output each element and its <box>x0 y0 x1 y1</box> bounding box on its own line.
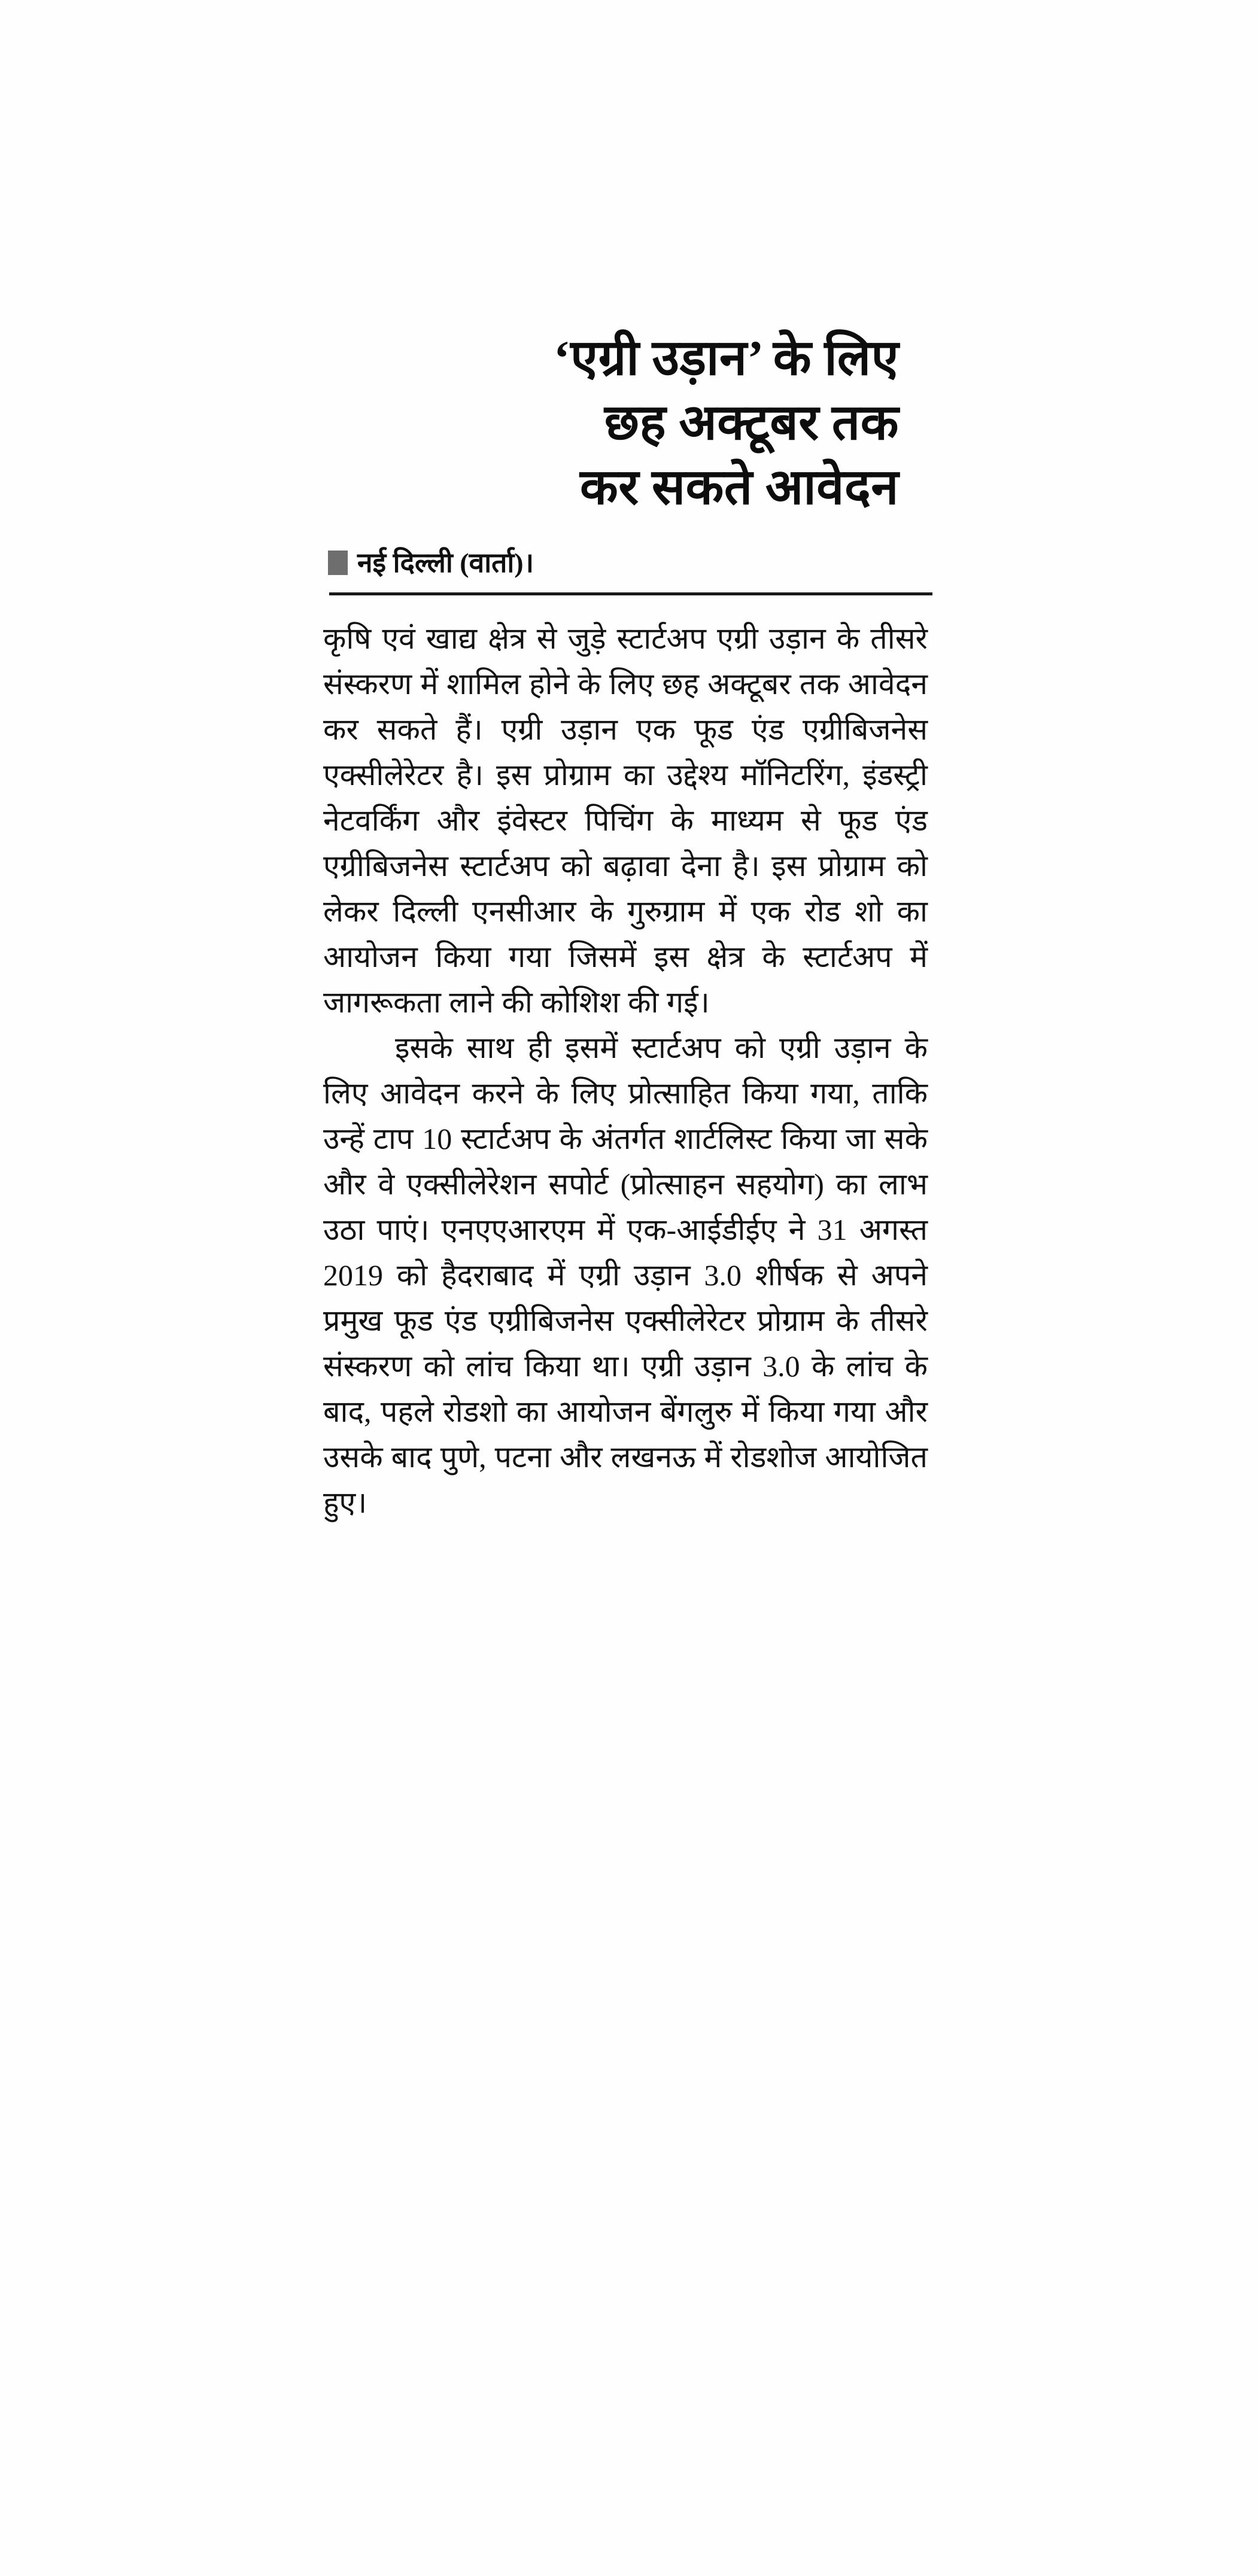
byline <box>328 546 928 579</box>
article-body <box>323 616 928 1571</box>
byline-block <box>323 546 928 595</box>
byline-label: नई दिल्ली (वार्ता)। <box>357 547 534 578</box>
page-title <box>323 326 928 520</box>
square-bullet-icon <box>328 551 348 575</box>
byline-divider <box>329 592 932 595</box>
article-column <box>323 326 928 1571</box>
article-paragraph: कृषि एवं खाद्य क्षेत्र से जुड़े स्टार्टअप एग्री उड़ान के तीसरे संस्करण में शामिल होने के लिए छह अक्टूबर तक आवेदन कर सकते हैं। एग्री उड़ान एक फूड एंड एग्रीबिजनेस एक्सीलेरेटर है। इस प्रोग्राम का उद्देश्य मॉनिटरिंग, इंडस्ट्री नेटवर्किंग और इंवेस्टर पिचिंग के माध्यम से फूड एंड एग्रीबिजनेस स्टार्टअप को बढ़ावा देना है। इस प्रोग्राम को लेकर दिल्ली एनसीआर के गुरुग्राम में एक रोड शो का आयोजन किया गया जिसमें इस क्षेत्र के स्टार्टअप में जागरूकता लाने की कोशिश की गई। <box>323 621 928 1019</box>
headline-line-1: ‘एग्री उड़ान’ के लिए <box>554 330 899 385</box>
headline-line-2: छह अक्टूबर तक <box>604 394 899 450</box>
article-paragraph: इसके साथ ही इसमें स्टार्टअप को एग्री उड़ान के लिए आवेदन करने के लिए प्रोत्साहित किया गया, ताकि उन्हें टाप 10 स्टार्टअप के अंतर्गत शार्टलिस्ट किया जा सके और वे एक्सीलेरेशन सपोर्ट (प्रोत्साहन सहयोग) का लाभ उठा पाएं। एनएएआरएम में एक-आईडीईए ने 31 अगस्त 2019 को हैदराबाद में एग्री उड़ान 3.0 शीर्षक से अपने प्रमुख फूड एंड एग्रीबिजनेस एक्सीलेरेटर प्रोग्राम के तीसरे संस्करण को लांच किया था। एग्री उड़ान 3.0 के लांच के बाद, पहले रोडशो का आयोजन बेंगलुरु में किया गया और उसके बाद पुणे, पटना और लखनऊ में रोडशोज आयोजित हुए। <box>323 1030 928 1519</box>
headline-line-3: कर सकते आवेदन <box>580 459 899 515</box>
